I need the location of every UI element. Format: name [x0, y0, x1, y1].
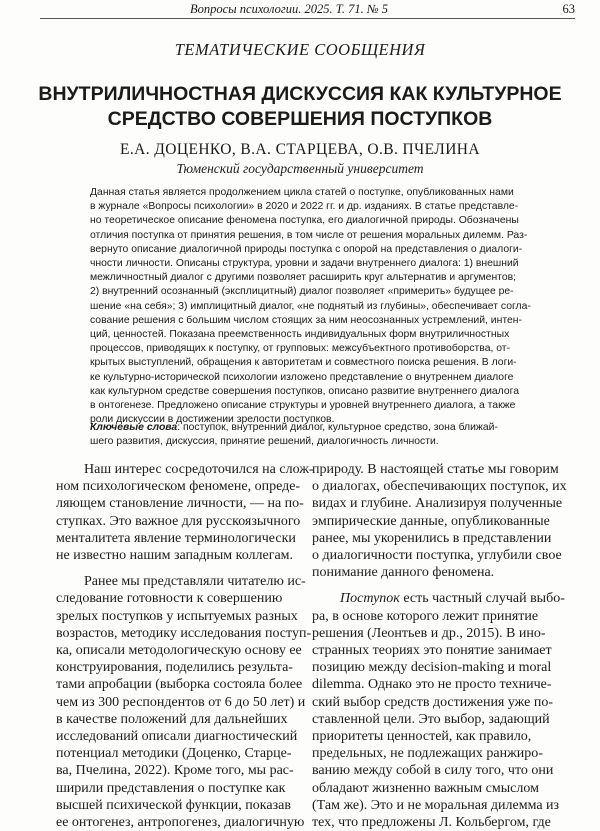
journal-title: Вопросы психологии. 2025. Т. 71. № 5 [190, 2, 389, 16]
body-line: ставленной цели. Это выбор, задающий [312, 711, 550, 727]
section-heading: ТЕМАТИЧЕСКИЕ СООБЩЕНИЯ [174, 40, 426, 59]
body-line: странных теориях это понятие занимает [312, 643, 552, 659]
abstract-line: роли дискуссии в достижении зрелости поступков. [90, 414, 335, 426]
body-text: есть частный случай выбо- [399, 591, 565, 607]
body-line: Наш интерес сосредоточился на слож- [84, 462, 314, 477]
body-line: Ранее мы представляли читателю ис- [84, 574, 306, 590]
body-line: высшей психической функции, показав [56, 797, 291, 813]
body-line: ский выбор средств достижения уже по- [312, 694, 554, 710]
abstract-line: Данная статья является продолжением цикла статей о поступке, опубликованных нами [90, 187, 514, 198]
body-line: dilemma. Однако это не просто техниче- [312, 677, 552, 693]
abstract-line: отличия поступка от принятия решения, в том числе от решения моральных дилемм. Раз- [90, 229, 528, 241]
abstract-line: ке культурно-исторической психологии изложено представление о внутреннем диалоге [90, 371, 514, 383]
body-line: ляющем становление личности, — на по- [56, 496, 304, 512]
abstract-line: в журнале «Вопросы психологии» в 2020 и 2022 гг. и др. изданиях. В статье представле- [90, 201, 519, 213]
body-line: тами апробации (выборка состояла более [56, 677, 303, 693]
body-line: чем из 300 респондентов от 6 до 50 лет) и [56, 694, 306, 710]
body-line: позицию между decision-making и moral [312, 660, 552, 676]
body-line: обладают жизненно важным смыслом [312, 780, 539, 796]
keywords-text: : поступок, внутренний диалог, культурное средство, зона ближай- [177, 422, 498, 433]
abstract-line: вернуто описание диалогичной природы поступка с опорой на представления о диалоги- [90, 243, 523, 255]
body-line: исследований описали диагностический [56, 729, 298, 745]
body-line [312, 590, 587, 607]
body-column-left [56, 461, 314, 831]
keywords-line: шего развития, дискуссия, принятие решений, диалогичность личности. [90, 436, 439, 448]
abstract-line: чности личности. Описаны структура, уровни и задачи внутреннего диалога: 1) внешний [90, 258, 519, 270]
title-line: ВНУТРИЛИЧНОСТНАЯ ДИСКУССИЯ КАК КУЛЬТУРНОЕ [38, 83, 562, 105]
body-line: ее онтогенез, антропогенез, диалогичную [56, 815, 305, 831]
abstract-line: но теоретическое описание феномена поступка, его диалогичной природы. Обозначены [90, 215, 519, 227]
abstract-line: процессов, приводящих к поступку, от групповых: межсубъектного противоборства, от- [90, 343, 511, 355]
body-line: тех, что предложены Л. Кольбергом, где [312, 815, 551, 831]
body-line: не известно нашим западным коллегам. [56, 548, 294, 564]
term-emphasis: Поступок [340, 591, 400, 607]
abstract-line: в онтогенезе. Предложено описание структуры и уровней внутреннего диалога, а также [90, 400, 516, 412]
body-line: ра, в основе которого лежит принятие [312, 608, 539, 624]
body-column-right [312, 461, 587, 831]
body-line: ранее, мы укоренились в представлении [312, 530, 552, 546]
body-line: возрастов, методику исследования поступ- [56, 625, 312, 641]
authors: Е.А. ДОЦЕНКО, В.А. СТАРЦЕВА, О.В. ПЧЕЛИНА [120, 141, 480, 158]
abstract-line: сование решения с большим числом стоящих за ним неосознанных устремлений, интен- [90, 314, 522, 326]
body-line: (Там же). Это и не моральная дилемма из [312, 797, 560, 813]
body-line: зрелых поступков у испытуемых разных [56, 608, 298, 624]
abstract-line: как культурном средстве совершения поступков, описано развитие внутреннего диалога [90, 385, 519, 397]
body-line: менталитета явление терминологически [56, 530, 296, 546]
abstract-line: крытых выступлений, обращения к авторитетам и совместного поиска решения. В логи- [90, 357, 517, 369]
abstract-line: шение «на себя»; 3) имплицитный диалог, «не поднятый из глубины», обеспечивает согла- [90, 300, 531, 312]
body-line: природу. В настоящей статье мы говорим [312, 462, 559, 477]
body-line: ва, Пчелина, 2022). Кроме того, мы рас- [56, 763, 294, 779]
body-line: о диалогах, обеспечивающих поступок, их [312, 479, 567, 495]
title-line: СРЕДСТВО СОВЕРШЕНИЯ ПОСТУПКОВ [107, 108, 493, 130]
abstract-line: 2) внутренний осознанный (эксплицитный) диалог позволяет «примерить» будущее ре- [90, 286, 514, 298]
body-line: решения (Леонтьев и др., 2015). В ино- [312, 625, 546, 641]
body-line: ном психологическом феномене, опреде- [56, 479, 301, 495]
body-line: ступках. Это важное для русскоязычного [56, 513, 301, 529]
abstract-line: межличностный диалог с другими позволяет расширить круг альтернатив и аргументов; [90, 272, 517, 284]
body-line: конструирования, поделились результа- [56, 660, 293, 676]
body-line: ширили представления о поступке как [56, 780, 286, 796]
body-line: потенциал методики (Доценко, Старце- [56, 746, 292, 762]
keywords-line [90, 421, 558, 435]
body-line: следование готовности к совершению [56, 591, 283, 607]
keywords-label: Ключевые слова [90, 422, 178, 433]
abstract-line: ций, ценностей. Показана преемственность индивидуальных форм внутриличностных [90, 329, 510, 341]
body-line: предельных, не подлежащих ранжиро- [312, 746, 543, 762]
keywords [90, 421, 558, 449]
body-line: ванию между собой в силу того, что они [312, 763, 554, 779]
body-line: в качестве положений для дальнейших [56, 711, 288, 727]
body-line: о диалогичности поступка, углубили свое [312, 548, 562, 564]
running-header [40, 0, 575, 19]
page-number: 63 [562, 2, 575, 16]
body-line: эмпирические данные, опубликованные [312, 513, 550, 529]
body-line: ка, описали методологическую основу ее [56, 643, 302, 659]
article-title [10, 82, 590, 132]
affiliation: Тюменский государственный университет [176, 161, 424, 176]
body-line: приоритеты ценностей, как правило, [312, 729, 532, 745]
body-line: видах и глубине. Анализируя полученные [312, 496, 563, 512]
abstract [90, 186, 558, 427]
body-line: понимание данного феномена. [312, 565, 495, 581]
